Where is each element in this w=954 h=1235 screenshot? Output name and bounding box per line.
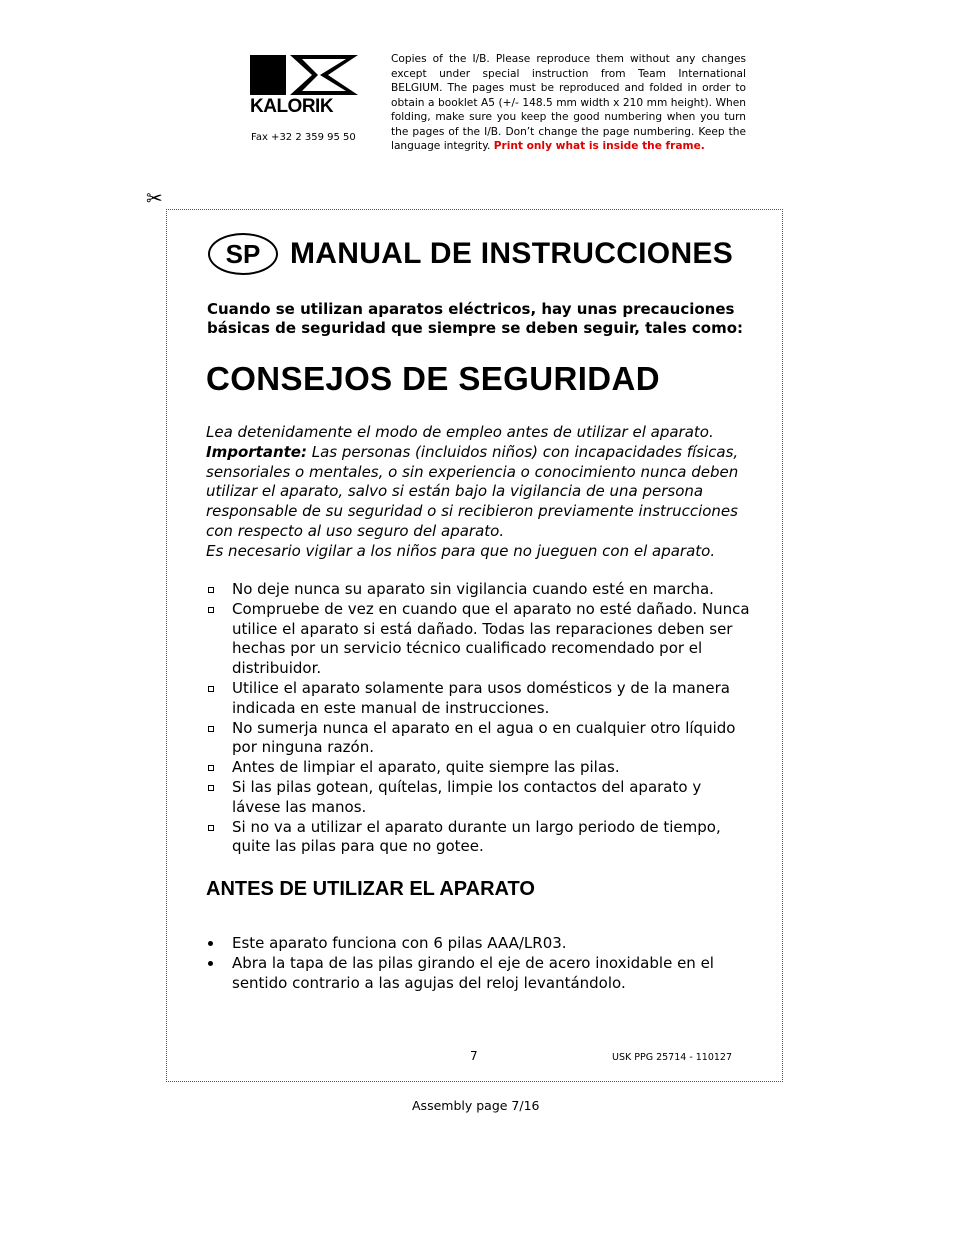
important-label: Importante: [206, 442, 307, 461]
manual-title: MANUAL DE INSTRUCCIONES [290, 237, 734, 270]
list-item: Utilice el aparato solamente para usos domésticos y de la manera indicada en este manual de instrucciones. [206, 679, 751, 719]
list-item: Si no va a utilizar el aparato durante un largo periodo de tiempo, quite las pilas para que no gotee. [206, 818, 751, 858]
kalorik-k-mark-icon [250, 55, 358, 95]
list-item: Compruebe de vez en cuando que el aparato no esté dañado. Nunca utilice el aparato si está dañado. Todas las reparaciones deben ser hechas por un servicio técnico cualificado recomendado por el distribuidor. [206, 600, 751, 679]
checkbox-bullet-icon [208, 765, 214, 771]
intro-text: Cuando se utilizan aparatos eléctricos, hay unas precauciones básicas de seguridad que siempre se deben seguir, tales como: [207, 300, 744, 337]
print-instructions-text: Copies of the I/B. Please reproduce them without any changes except under special instruction from Team International BELGIUM. The pages must be reproduced and folded in order to obtain a booklet A5 (+/- 148.5 mm width x 210 mm height). When folding, make sure you keep the good numbering when you turn the pages of the I/B. Don’t change the page numbering. Keep the language integrity. [391, 53, 746, 152]
document-reference: USK PPG 25714 - 110127 [612, 1052, 733, 1063]
checkbox-bullet-icon [208, 607, 214, 613]
list-item: Si las pilas gotean, quítelas, limpie los contactos del aparato y lávese las manos. [206, 778, 751, 818]
fax-number: Fax +32 2 359 95 50 [251, 132, 356, 143]
children-notice: Es necesario vigilar a los niños para que no jueguen con el aparato. [206, 541, 716, 560]
important-notice [206, 443, 751, 542]
language-badge: SP [208, 233, 278, 275]
checkbox-bullet-icon [208, 587, 214, 593]
list-item: No sumerja nunca el aparato en el agua o en cualquier otro líquido por ninguna razón. [206, 719, 751, 759]
checkbox-bullet-icon [208, 686, 214, 692]
important-text: Las personas (incluidos niños) con incapacidades físicas, sensoriales o mentales, o sin experiencia o conocimiento nunca deben utilizar el aparato, salvo si están bajo la vigilancia de una persona responsable de su seguridad o si recibieron previamente instrucciones con respecto al uso seguro del aparato. [206, 442, 739, 540]
bullet-icon [208, 961, 213, 966]
checkbox-bullet-icon [208, 825, 214, 831]
list-item: Abra la tapa de las pilas girando el eje de acero inoxidable en el sentido contrario a las agujas del reloj levantándolo. [206, 954, 751, 994]
safety-title: CONSEJOS DE SEGURIDAD [206, 360, 660, 397]
logo-wordmark: KALORIK [250, 96, 334, 117]
manual-header [208, 228, 733, 280]
read-notice: Lea detenidamente el modo de empleo antes de utilizar el aparato. [206, 423, 714, 441]
safety-notice [206, 423, 751, 562]
checkbox-bullet-icon [208, 726, 214, 732]
list-item: No deje nunca su aparato sin vigilancia cuando esté en marcha. [206, 580, 751, 600]
scissors-icon: ✂ [146, 186, 163, 210]
page-number: 7 [470, 1049, 478, 1063]
bullet-icon [208, 941, 213, 946]
assembly-page: Assembly page 7/16 [412, 1098, 540, 1113]
kalorik-logo [250, 55, 360, 117]
before-use-list [206, 934, 751, 993]
list-item: Antes de limpiar el aparato, quite siempre las pilas. [206, 758, 751, 778]
checkbox-bullet-icon [208, 785, 214, 791]
list-item: Este aparato funciona con 6 pilas AAA/LR03. [206, 934, 751, 954]
safety-list [206, 580, 751, 857]
before-use-title: ANTES DE UTILIZAR EL APARATO [206, 878, 535, 900]
print-instructions [391, 52, 746, 154]
print-instructions-warning: Print only what is inside the frame. [493, 140, 705, 152]
